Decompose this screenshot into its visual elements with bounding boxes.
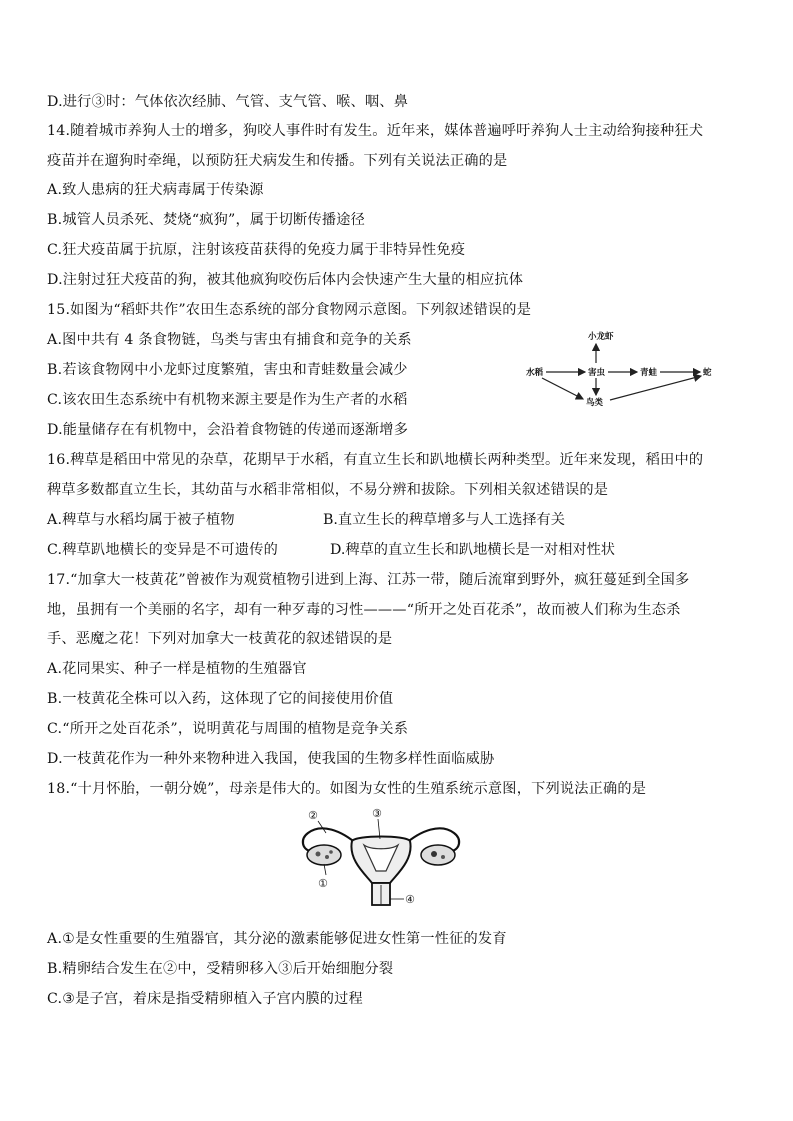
- q15-option-d: D.能量储存在有机物中，会沿着食物链的传递而逐渐增多: [47, 422, 409, 438]
- q13-option-d: D.进行③时：气体依次经肺、气管、支气管、喉、咽、鼻: [47, 94, 409, 110]
- q18-stem: 18.“十月怀胎，一朝分娩”，母亲是伟大的。如图为女性的生殖系统示意图，下列说法正确的是: [47, 781, 647, 797]
- q16-stem-line2: 稗草多数都直立生长，其幼苗与水稻非常相似，不易分辨和拔除。下列相关叙述错误的是: [47, 482, 609, 498]
- q15-option-a: A.图中共有 4 条食物链，鸟类与害虫有捕食和竞争的关系: [47, 332, 412, 348]
- q16-option-a: A.稗草与水稻均属于被子植物: [47, 512, 235, 528]
- q17-stem-line3: 手、恶魔之花！下列对加拿大一枝黄花的叙述错误的是: [47, 631, 393, 647]
- food-web-diagram: [520, 325, 720, 415]
- q15-option-b: B.若该食物网中小龙虾过度繁殖，害虫和青蛙数量会减少: [47, 362, 408, 378]
- food-web-rice: 水稻: [526, 368, 544, 378]
- arrow-bird-snake: [610, 376, 701, 400]
- q18-option-a: A.①是女性重要的生殖器官，其分泌的激素能够促进女性第一性征的发育: [47, 931, 507, 947]
- q16-option-b: B.直立生长的稗草增多与人工选择有关: [323, 512, 565, 528]
- arrow-rice-bird: [542, 378, 583, 399]
- label-4: ④: [405, 893, 415, 906]
- food-web-pest: 害虫: [588, 368, 606, 378]
- food-web-bird: 鸟类: [586, 398, 604, 408]
- food-web-snake: 蛇: [703, 368, 712, 378]
- food-web-crayfish: 小龙虾: [588, 332, 614, 342]
- label-1: ①: [318, 877, 328, 890]
- q15-stem: 15.如图为“稻虾共作”农田生态系统的部分食物网示意图。下列叙述错误的是: [47, 302, 532, 318]
- q18-option-c: C.③是子宫，着床是指受精卵植入子宫内膜的过程: [47, 991, 363, 1007]
- q17-option-a: A.花同果实、种子一样是植物的生殖器官: [47, 661, 307, 677]
- q16-option-c: C.稗草趴地横长的变异是不可遗传的: [47, 542, 279, 558]
- q14-stem-line1: 14.随着城市养狗人士的增多，狗咬人事件时有发生。近年来，媒体普遍呼吁养狗人士主动给狗接种狂犬: [47, 123, 704, 139]
- q17-option-b: B.一枝黄花全株可以入药，这体现了它的间接使用价值: [47, 691, 394, 707]
- q14-option-d: D.注射过狂犬疫苗的狗，被其他疯狗咬伤后体内会快速产生大量的相应抗体: [47, 272, 524, 288]
- q14-option-a: A.致人患病的狂犬病毒属于传染源: [47, 182, 264, 198]
- food-web-frog: 青蛙: [640, 368, 658, 378]
- q18-option-b: B.精卵结合发生在②中，受精卵移入③后开始细胞分裂: [47, 961, 394, 977]
- female-reproductive-diagram: [296, 805, 466, 910]
- left-ovary: [307, 845, 341, 865]
- q15-option-c: C.该农田生态系统中有机物来源主要是作为生产者的水稻: [47, 392, 408, 408]
- label-3: ③: [372, 807, 382, 820]
- q17-stem-line1: 17.“加拿大一枝黄花”曾被作为观赏植物引进到上海、江苏一带，随后流窜到野外，疯狂蔓延到全国多: [47, 572, 690, 588]
- q14-option-c: C.狂犬疫苗属于抗原，注射该疫苗获得的免疫力属于非特异性免疫: [47, 242, 466, 258]
- q17-option-d: D.一枝黄花作为一种外来物种进入我国，使我国的生物多样性面临威胁: [47, 751, 495, 767]
- q14-stem-line2: 疫苗并在遛狗时牵绳，以预防狂犬病发生和传播。下列有关说法正确的是: [47, 153, 508, 169]
- q16-stem-line1: 16.稗草是稻田中常见的杂草，花期早于水稻，有直立生长和趴地横长两种类型。近年来发现，稻田中的: [47, 452, 704, 468]
- label-2: ②: [308, 809, 318, 822]
- q17-stem-line2: 地，虽拥有一个美丽的名字，却有一种歹毒的习性———“所开之处百花杀”，故而被人们称为生态杀: [47, 602, 681, 618]
- q16-option-d: D.稗草的直立生长和趴地横长是一对相对性状: [330, 542, 615, 558]
- q17-option-c: C.“所开之处百花杀”，说明黄花与周围的植物是竞争关系: [47, 721, 409, 737]
- q14-option-b: B.城管人员杀死、焚烧“疯狗”，属于切断传播途径: [47, 212, 365, 228]
- right-ovary: [421, 845, 455, 865]
